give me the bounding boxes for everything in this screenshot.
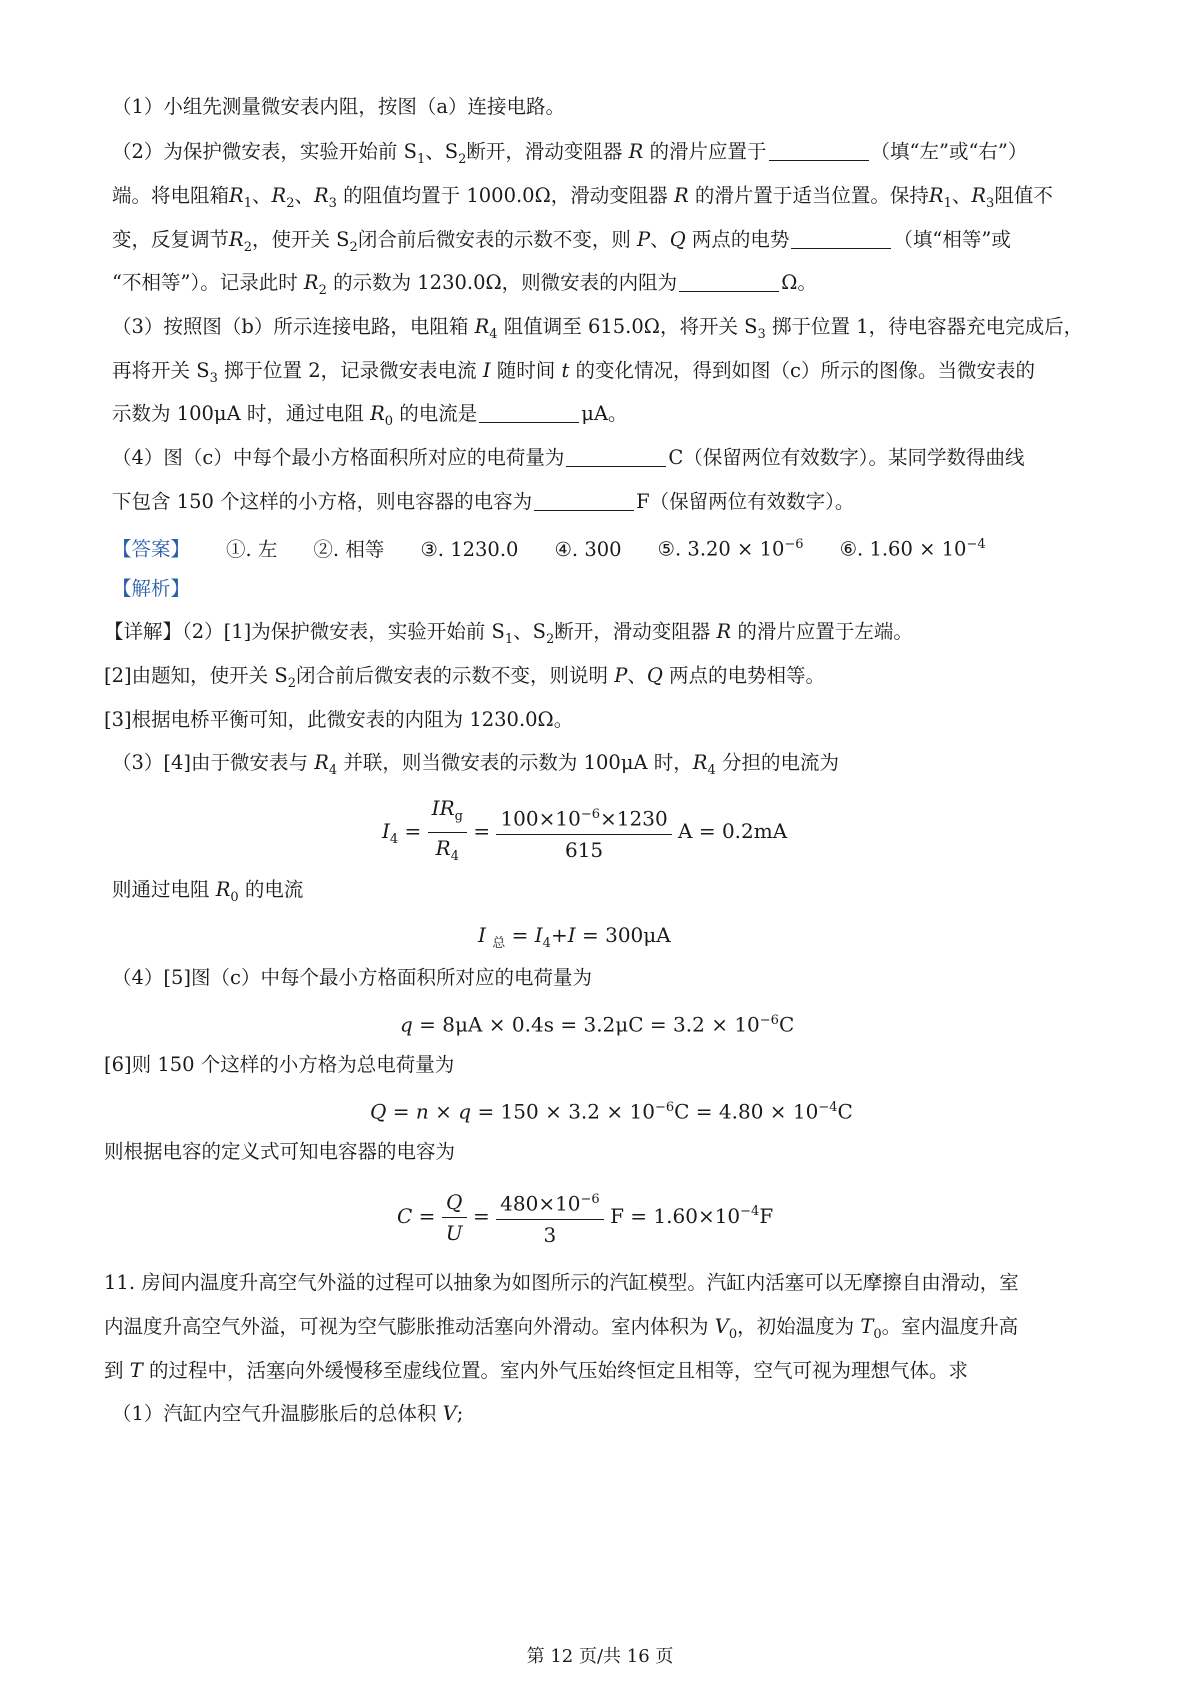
exponent: −4 xyxy=(966,537,986,552)
text: C xyxy=(837,1099,853,1124)
part2-line-2: 端。将电阻箱$R_1$、$R_2$、$R_3$ 的阻值均置于 1000.0Ω，滑动变阻器 R 的滑片置于适当位置。保持$R_1$、$R_3$阻值不 xyxy=(112,184,1053,211)
text: C = 4.80 × 10 xyxy=(674,1099,819,1124)
text: 100×10 xyxy=(500,806,581,831)
text: 480×10 xyxy=(500,1191,581,1216)
text: 到 xyxy=(104,1359,124,1382)
text: ，初始温度为 xyxy=(737,1315,855,1338)
analysis-label: 【解析】 xyxy=(112,577,191,600)
text: F（保留两位有效数字）。 xyxy=(636,490,855,513)
answer-item-6 xyxy=(840,530,986,565)
answer-item-4: ④. 300 xyxy=(554,537,622,561)
answer-label: 【答案】 xyxy=(112,537,191,561)
part4-line-2 xyxy=(112,487,1102,517)
text: 、S xyxy=(513,620,546,643)
answer-item-5-text: ⑤. 3.20 × 10 xyxy=(657,537,785,561)
fraction xyxy=(496,800,671,865)
part1-line xyxy=(112,92,1102,122)
text: 两点的电势 xyxy=(691,228,790,251)
text: 下包含 150 个这样的小方格，则电容器的电容为 xyxy=(112,490,533,513)
answer-blank-2[interactable] xyxy=(791,226,891,249)
text: （2）为保护微安表，实验开始前 S xyxy=(112,140,417,163)
text: 、 xyxy=(650,228,670,251)
text: 的滑片应置于左端。 xyxy=(737,620,913,643)
exponent: −6 xyxy=(759,1013,779,1028)
text: （填“相等”或 xyxy=(893,228,1011,251)
equation-1: $I_4$ = $\frac{IR_g}{R_4}$ = $\frac{100\times 10^{-6}\times 1230}{615}$ A = 0.2mA xyxy=(382,793,787,872)
text: 的过程中，活塞向外缓慢移至虚线位置。室内外气压始终恒定且相等，空气可视为理想气体。求 xyxy=(148,1359,968,1382)
text: 断开，滑动变阻器 xyxy=(466,140,623,163)
detail-line-3 xyxy=(104,705,1094,735)
text: C（保留两位有效数字）。某同学数得曲线 xyxy=(668,446,1025,469)
text: 。室内温度升高 xyxy=(881,1315,1019,1338)
text: （3）[4]由于微安表与 xyxy=(112,751,309,774)
answer-item-3: ③. 1230.0 xyxy=(420,537,519,561)
answer-item-6-text: ⑥. 1.60 × 10 xyxy=(839,537,967,561)
part4-line-1 xyxy=(112,443,1102,473)
answer-blank-1[interactable] xyxy=(769,138,869,161)
equation-2: I $_总 = I_4+I = 300\mu A$ xyxy=(478,923,671,951)
text: 则通过电阻 xyxy=(112,878,210,901)
text: 、 xyxy=(951,184,972,207)
text: Ω。 xyxy=(781,271,817,294)
text: 示数为 100μA 时，通过电阻 xyxy=(112,402,364,425)
text: 断开，滑动变阻器 xyxy=(554,620,711,643)
text: 、 xyxy=(251,184,272,207)
text: 【详解】（2）[1]为保护微安表，实验开始前 S xyxy=(104,620,505,643)
detail-line-8 xyxy=(104,1137,1094,1167)
answer-row xyxy=(112,530,1102,565)
text: 、 xyxy=(627,664,647,687)
text: （1）汽缸内空气升温膨胀后的总体积 xyxy=(112,1402,437,1425)
text: 随时间 xyxy=(496,359,556,382)
exponent: −4 xyxy=(740,1204,760,1220)
text: = 8μA × 0.4s = 3.2μC = 3.2 × 10 xyxy=(419,1012,760,1037)
text: [2]由题知，使开关 S xyxy=(104,664,288,687)
text: ，使开关 S xyxy=(251,228,350,251)
text: 3 xyxy=(543,1222,557,1247)
fraction: $\frac{IR_g}{R_4}$ xyxy=(428,793,467,872)
text: 的电流是 xyxy=(399,402,478,425)
answer-blank-4[interactable] xyxy=(479,400,579,423)
text: = 300μA xyxy=(581,923,671,947)
text: 端。将电阻箱 xyxy=(112,184,230,207)
detail-line-7 xyxy=(104,1050,1094,1080)
text: （填“左”或“右”） xyxy=(870,140,1028,163)
text: 闭合前后微安表的示数不变，则 xyxy=(357,228,631,251)
text: 闭合前后微安表的示数不变，则说明 xyxy=(295,664,608,687)
fraction xyxy=(496,1185,604,1250)
text: μA。 xyxy=(581,402,628,425)
part1-text: （1）小组先测量微安表内阻，按图（a）连接电路。 xyxy=(112,95,566,118)
text: 两点的电势相等。 xyxy=(669,664,826,687)
part3-line-2: 再将开关 $S_3$ 掷于位置 2，记录微安表电流 I 随时间 t 的变化情况，得到如图（c）所示的图像。当微安表的 xyxy=(112,359,1035,386)
text: “不相等”）。记录此时 xyxy=(112,271,298,294)
text: 阻值调至 615.0Ω，将开关 S xyxy=(503,315,758,338)
answer-blank-5[interactable] xyxy=(566,444,666,467)
subscript: 总 xyxy=(492,936,506,951)
equation-4: $Q = n \times q = 150 \times 3.2 \times 10^{-6}C = 4.80 \times 10^{-4}C$ xyxy=(370,1099,853,1124)
text: 615 xyxy=(564,837,604,862)
detail-line-4: （3）[4]由于微安表与 $R_4$ 并联，则当微安表的示数为 100μA 时，$R_4$ 分担的电流为 xyxy=(112,751,839,778)
text: [6]则 150 个这样的小方格为总电荷量为 xyxy=(104,1053,455,1076)
exponent: −4 xyxy=(818,1100,838,1115)
answer-item-2: ②. 相等 xyxy=(313,537,385,561)
text: C xyxy=(778,1012,795,1037)
part2-line-3: 变，反复调节$R_2$，使开关 $S_2$闭合前后微安表的示数不变，则 P、Q 两点的电势 （填“相等”或 xyxy=(112,228,1011,255)
text: 则根据电容的定义式可知电容器的电容为 xyxy=(104,1140,456,1163)
answer-item-1: ①. 左 xyxy=(226,537,278,561)
text: + xyxy=(550,923,568,947)
answer-item-5 xyxy=(658,530,804,565)
text: 的阻值均置于 1000.0Ω，滑动变阻器 xyxy=(343,184,668,207)
exponent: −6 xyxy=(580,807,601,823)
text: 的示数为 1230.0Ω，则微安表的内阻为 xyxy=(333,271,678,294)
text: 掷于位置 1，待电容器充电完成后， xyxy=(772,315,1084,338)
detail-line-6 xyxy=(112,963,1102,993)
problem11-line-3: 到 T 的过程中，活塞向外缓慢移至虚线位置。室内外气压始终恒定且相等，空气可视为理想气体。求 xyxy=(104,1359,968,1382)
text: 内温度升高空气外溢，可视为空气膨胀推动活塞向外滑动。室内体积为 xyxy=(104,1315,709,1338)
text: ×1230 xyxy=(600,806,668,831)
exponent: −6 xyxy=(784,537,804,552)
text: F xyxy=(759,1203,774,1228)
analysis-label-line xyxy=(112,574,1102,604)
equation-3: $q = 8\mu A \times 0.4s = 3.2\mu C = 3.2 \times 10^{-6}C$ xyxy=(400,1012,795,1037)
text: F = 1.60×10 xyxy=(610,1203,741,1228)
text: [3]根据电桥平衡可知，此微安表的内阻为 1230.0Ω。 xyxy=(104,708,574,731)
exponent: −6 xyxy=(654,1100,675,1115)
problem11-line-4: （1）汽缸内空气升温膨胀后的总体积 V; xyxy=(112,1402,464,1425)
fraction: $\frac{Q}{U}$ xyxy=(442,1187,467,1248)
text: A = 0.2mA xyxy=(678,819,788,843)
detail-line-5: 则通过电阻 $R_0$ 的电流 xyxy=(112,878,304,905)
text: 变，反复调节 xyxy=(112,228,230,251)
text: 11. 房间内温度升高空气外溢的过程可以抽象为如图所示的汽缸模型。汽缸内活塞可以无摩擦自由滑动，室 xyxy=(104,1271,1019,1294)
part3-line-1: （3）按照图（b）所示连接电路，电阻箱 $R_4$ 阻值调至 615.0Ω，将开关 $S_3$ 掷于位置 1，待电容器充电完成后， xyxy=(112,315,1084,342)
text: 再将开关 S xyxy=(112,359,210,382)
text: 的变化情况，得到如图（c）所示的图像。当微安表的 xyxy=(575,359,1035,382)
text: 阻值不 xyxy=(994,184,1053,207)
detail-line-1: 【详解】（2）[1]为保护微安表，实验开始前 $S_1$、$S_2$断开，滑动变阻器 R 的滑片应置于左端。 xyxy=(104,620,913,647)
text: 、 xyxy=(294,184,314,207)
text: 的电流 xyxy=(244,878,304,901)
text: （3）按照图（b）所示连接电路，电阻箱 xyxy=(112,315,469,338)
detail-line-2: [2]由题知，使开关 $S_2$闭合前后微安表的示数不变，则说明 P、Q 两点的电势相等。 xyxy=(104,664,826,691)
part2-line-1: （2）为保护微安表，实验开始前 $S_1$、$S_2$断开，滑动变阻器 R 的滑片应置于 （填“左”或“右”） xyxy=(112,140,1028,167)
exponent: −6 xyxy=(580,1192,600,1207)
text: 掷于位置 2，记录微安表电流 xyxy=(224,359,477,382)
text: 的滑片应置于 xyxy=(649,140,767,163)
text: = 150 × 3.2 × 10 xyxy=(477,1099,655,1124)
answer-blank-6[interactable] xyxy=(534,488,634,511)
answer-blank-3[interactable] xyxy=(679,269,779,292)
equation-5: C = $\frac{Q}{U}$ = $\frac{480\times 10^{-6}}{3}$ $F = 1.60\times 10^{-4}F$ xyxy=(397,1185,773,1250)
part3-line-3: 示数为 100μA 时，通过电阻 $R_0$ 的电流是 μA。 xyxy=(112,402,628,429)
problem11-line-2: 内温度升高空气外溢，可视为空气膨胀推动活塞向外滑动。室内体积为 $V_0$，初始温度为 $T_0$。室内温度升高 xyxy=(104,1315,1019,1342)
problem11-line-1 xyxy=(104,1268,1094,1298)
text: 分担的电流为 xyxy=(721,751,839,774)
part2-line-4: “不相等”）。记录此时 $R_2$ 的示数为 1230.0Ω，则微安表的内阻为 Ω。 xyxy=(112,271,817,298)
text: （4）图（c）中每个最小方格面积所对应的电荷量为 xyxy=(112,446,565,469)
text: 的滑片置于适当位置。保持 xyxy=(694,184,929,207)
text: （4）[5]图（c）中每个最小方格面积所对应的电荷量为 xyxy=(112,966,592,989)
page-footer: 第 12 页/共 16 页 xyxy=(526,1646,674,1667)
text: 、S xyxy=(425,140,459,163)
text: 并联，则当微安表的示数为 100μA 时， xyxy=(343,751,693,774)
